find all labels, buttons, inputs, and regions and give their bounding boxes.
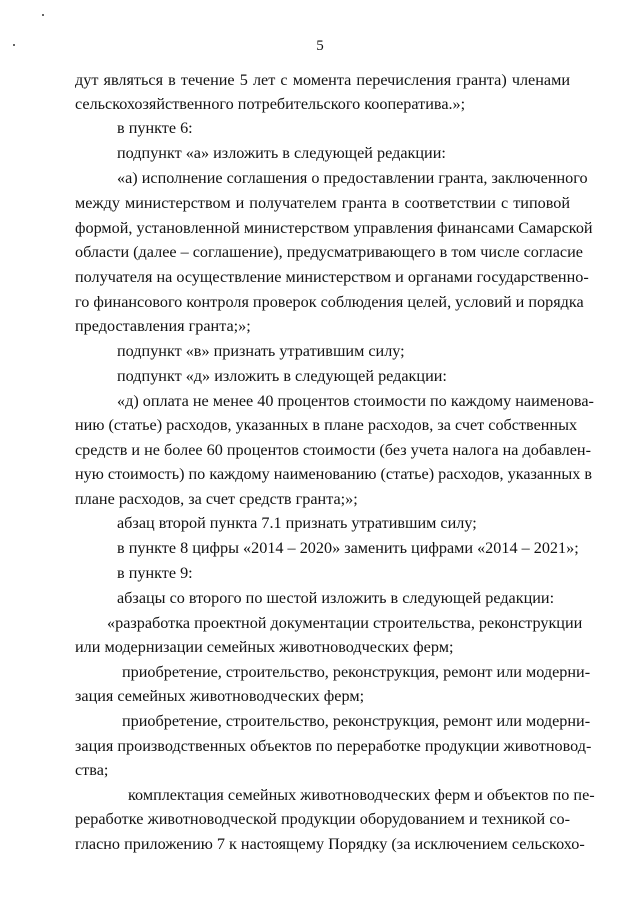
text-line: сельскохозяйственного потребительского кооператива.»;	[75, 95, 466, 113]
text-line: приобретение, строительство, реконструкция, ремонт или модерни-	[122, 712, 591, 730]
text-line: комплектация семейных животноводческих ферм и объектов по пе-	[128, 786, 595, 804]
text-line: абзац второй пункта 7.1 признать утратившим силу;	[117, 514, 477, 532]
text-line: средств и не более 60 процентов стоимости (без учета налога на добавлен-	[75, 441, 591, 459]
text-line: или модернизации семейных животноводческих ферм;	[75, 638, 454, 656]
text-line: предоставления гранта;»;	[75, 317, 251, 335]
scan-speck	[42, 14, 44, 16]
text-line: получателя на осуществление министерством и органами государственно-	[75, 268, 589, 286]
text-line: гласно приложению 7 к настоящему Порядку (за исключением сельскохо-	[75, 835, 585, 853]
text-line: нию (статье) расходов, указанных в плане расходов, за счет собственных	[75, 416, 578, 434]
text-line: приобретение, строительство, реконструкция, ремонт или модерни-	[122, 663, 591, 681]
text-line: между министерством и получателем гранта в соответствии с типовой	[75, 194, 570, 212]
text-line: зация семейных животноводческих ферм;	[75, 687, 365, 705]
text-line: плане расходов, за счет средств гранта;»;	[75, 490, 358, 508]
text-line: абзацы со второго по шестой изложить в следующей редакции:	[117, 589, 555, 607]
text-line: формой, установленной министерством управления финансами Самарской	[75, 219, 593, 237]
text-line: ную стоимость) по каждому наименованию (статье) расходов, указанных в	[75, 465, 593, 483]
text-line: в пункте 9:	[117, 564, 193, 582]
text-line: реработке животноводческой продукции оборудованием и техникой со-	[75, 810, 570, 828]
text-line: подпункт «в» признать утратившим силу;	[117, 342, 405, 360]
text-line: области (далее – соглашение), предусматривающего в том числе согласие	[75, 243, 583, 261]
text-line: подпункт «д» изложить в следующей редакции:	[117, 367, 447, 385]
text-line: «а) исполнение соглашения о предоставлении гранта, заключенного	[117, 169, 588, 187]
page-number: 5	[316, 38, 324, 54]
text-line: в пункте 6:	[117, 119, 193, 137]
text-line: го финансового контроля проверок соблюдения целей, условий и порядка	[75, 293, 584, 311]
text-line: зация производственных объектов по переработке продукции животновод-	[75, 737, 592, 755]
text-line: «разработка проектной документации строительства, реконструкции	[107, 614, 583, 632]
text-line: подпункт «а» изложить в следующей редакции:	[117, 144, 446, 162]
text-line: «д) оплата не менее 40 процентов стоимости по каждому наименова-	[117, 392, 594, 410]
text-line: дут являться в течение 5 лет с момента перечисления гранта) членами	[75, 71, 570, 89]
text-line: ства;	[75, 761, 109, 779]
text-line: в пункте 8 цифры «2014 – 2020» заменить цифрами «2014 – 2021»;	[117, 539, 579, 557]
